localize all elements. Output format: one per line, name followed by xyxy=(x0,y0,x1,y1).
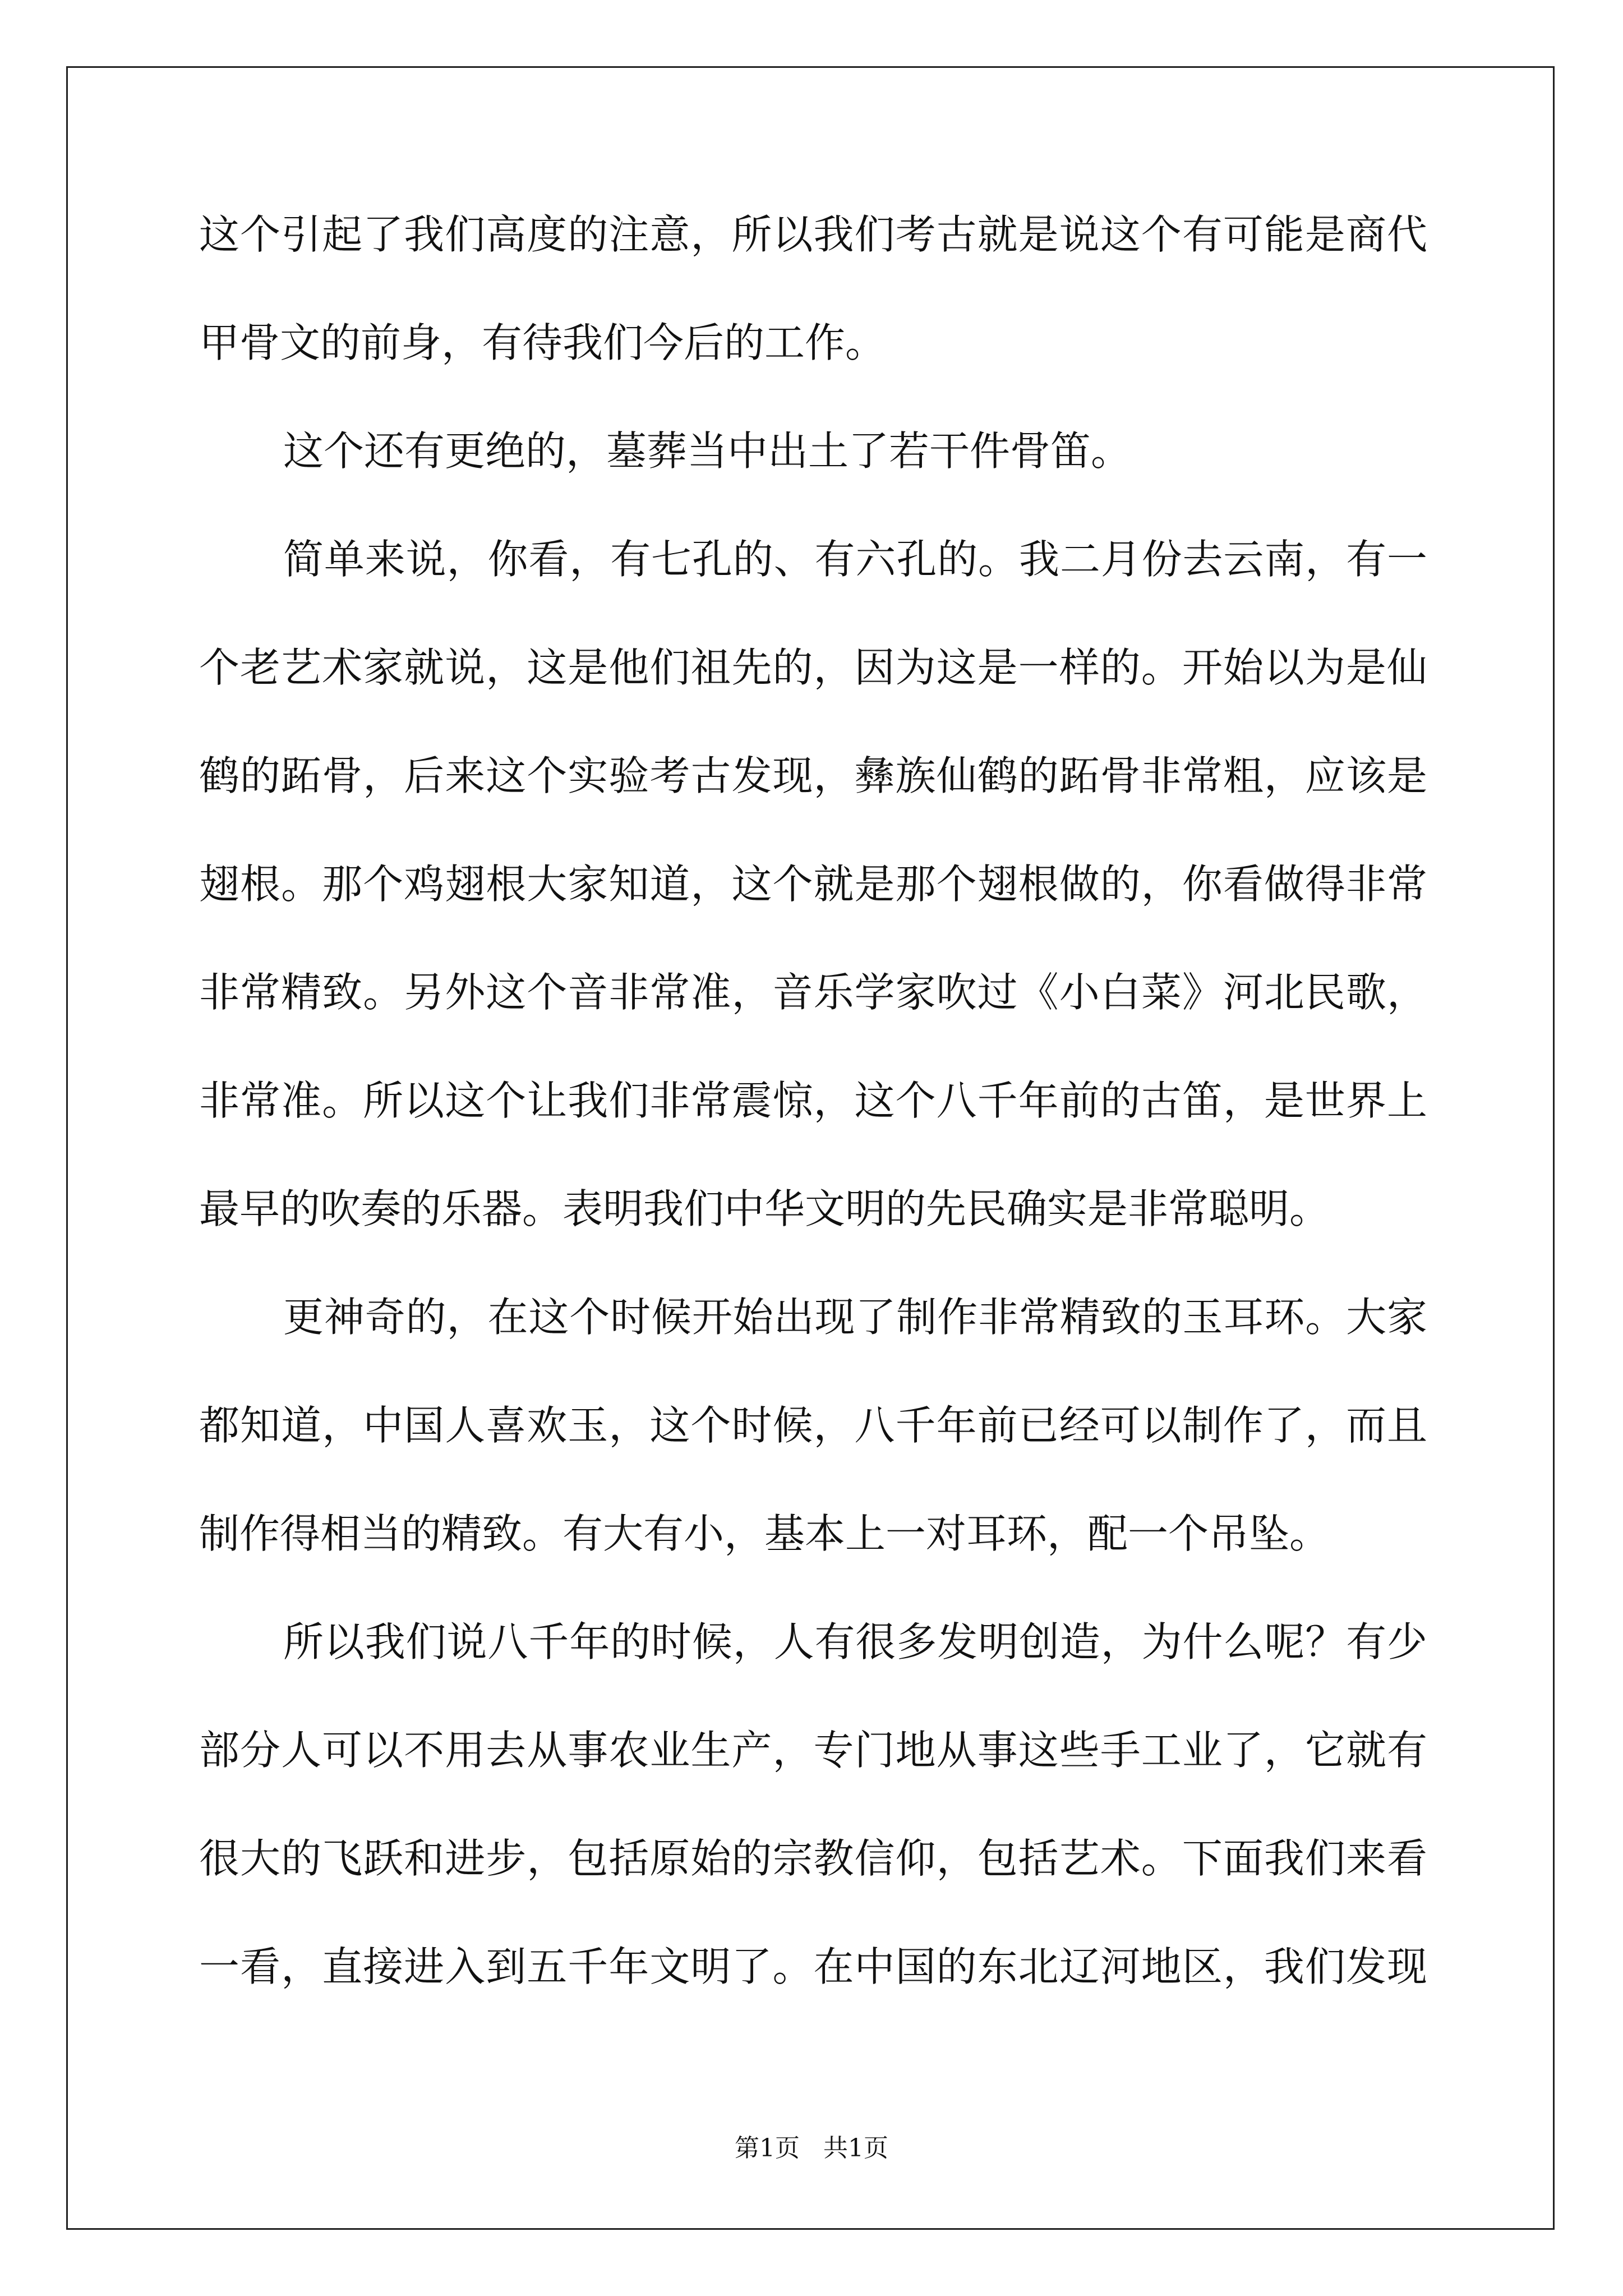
text-line: 很大的飞跃和进步，包括原始的宗教信仰，包括艺术。下面我们来看 xyxy=(199,1835,1427,1882)
text-line: 甲骨文的前身，有待我们今后的工作。 xyxy=(199,319,886,366)
text-line: 这个引起了我们高度的注意，所以我们考古就是说这个有可能是商代 xyxy=(199,211,1427,258)
text-line: 个老艺术家就说，这是他们祖先的，因为这是一样的。开始以为是仙 xyxy=(199,644,1427,691)
text-line: 翅根。那个鸡翅根大家知道，这个就是那个翅根做的，你看做得非常 xyxy=(199,861,1427,908)
text-line: 部分人可以不用去从事农业生产，专门地从事这些手工业了，它就有 xyxy=(199,1727,1427,1774)
page-number: 第1页 xyxy=(735,2134,800,2162)
text-line: 更神奇的，在这个时候开始出现了制作非常精致的玉耳环。大家 xyxy=(283,1294,1427,1341)
text-line: 都知道，中国人喜欢玉，这个时候，八千年前已经可以制作了，而且 xyxy=(199,1402,1427,1449)
text-line: 最早的吹奏的乐器。表明我们中华文明的先民确实是非常聪明。 xyxy=(199,1185,1330,1232)
page-footer xyxy=(0,2132,1623,2165)
text-line: 所以我们说八千年的时候，人有很多发明创造，为什么呢？有少 xyxy=(283,1618,1427,1665)
text-line: 非常准。所以这个让我们非常震惊，这个八千年前的古笛，是世界上 xyxy=(199,1077,1427,1124)
text-line: 鹤的跖骨，后来这个实验考古发现，彝族仙鹤的跖骨非常粗，应该是 xyxy=(199,752,1427,799)
text-line: 非常精致。另外这个音非常准，音乐学家吹过《小白菜》河北民歌， xyxy=(199,969,1427,1016)
text-line: 一看，直接进入到五千年文明了。在中国的东北辽河地区，我们发现 xyxy=(199,1943,1427,1990)
page-total: 共1页 xyxy=(823,2134,888,2162)
text-line: 这个还有更绝的，墓葬当中出土了若干件骨笛。 xyxy=(283,427,1132,475)
text-line: 制作得相当的精致。有大有小，基本上一对耳环，配一个吊坠。 xyxy=(199,1510,1330,1557)
page-border xyxy=(66,66,1555,2230)
text-line: 简单来说，你看，有七孔的、有六孔的。我二月份去云南，有一 xyxy=(283,536,1427,583)
